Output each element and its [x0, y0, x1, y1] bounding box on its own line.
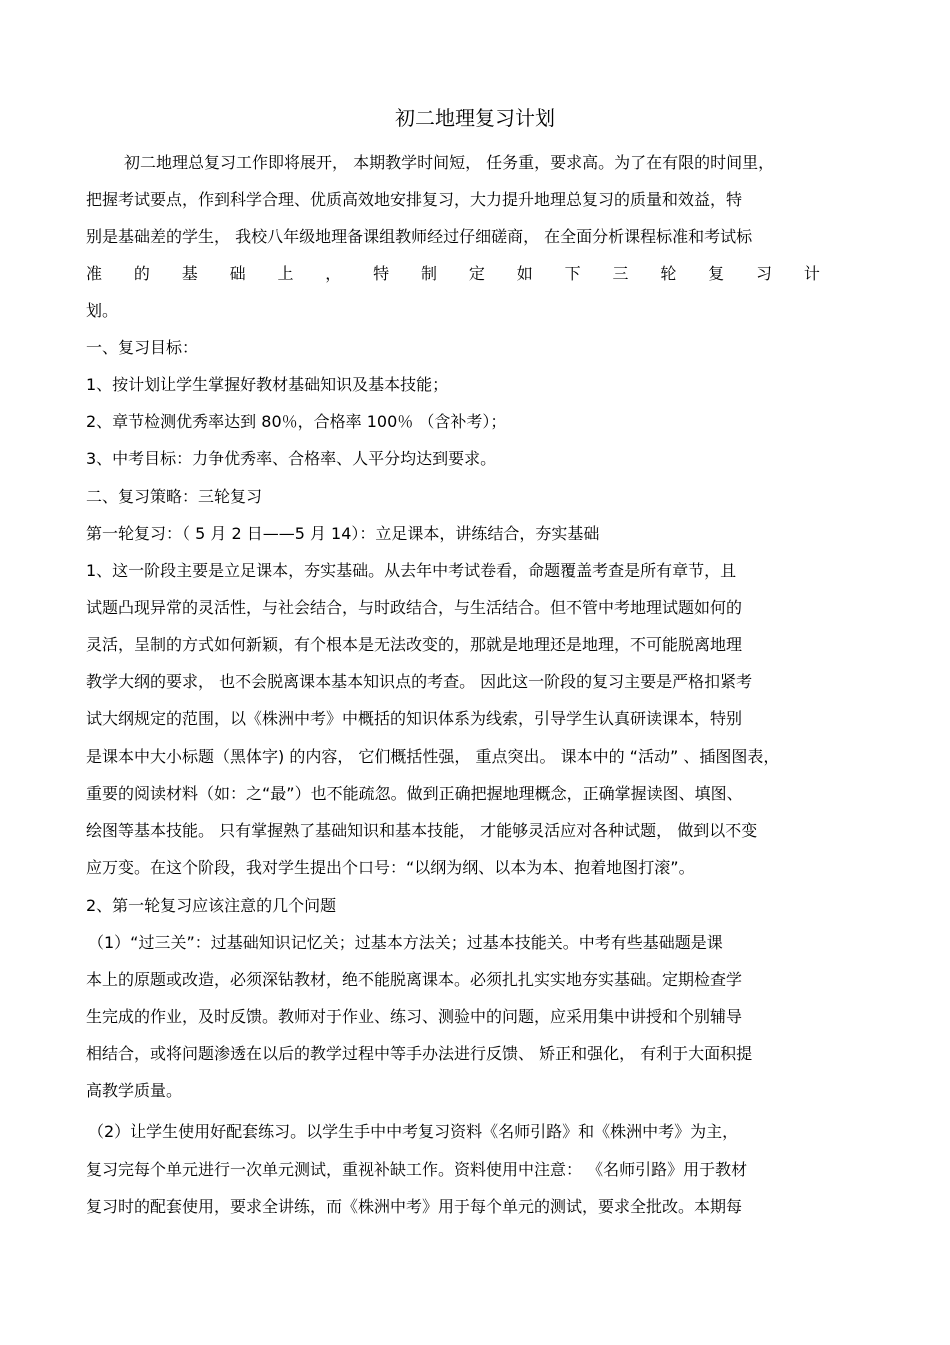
paragraph-line: 初二地理总复习工作即将展开， 本期教学时间短， 任务重，要求高。为了在有限的时间里，	[124, 153, 775, 172]
paragraph-line: 1、按计划让学生掌握好教材基础知识及基本技能；	[86, 375, 449, 394]
paragraph-line: （1）“过三关”：过基础知识记忆关；过基本方法关；过基本技能关。中考有些基础题是课	[88, 933, 723, 952]
spread-char: 基	[181, 264, 198, 283]
spread-char: 制	[421, 264, 438, 283]
paragraph-line: 复习完每个单元进行一次单元测试，重视补缺工作。资料使用中注意： 《名师引路》用于教材	[86, 1160, 748, 1179]
spread-char: 轮	[660, 264, 677, 283]
spread-char: ，	[325, 264, 342, 283]
paragraph-line: 应万变。在这个阶段，我对学生提出个口号：“以纲为纲、以本为本、抱着地图打滚”。	[86, 858, 695, 877]
section-heading: 二、复习策略：三轮复习	[86, 487, 263, 506]
paragraph-line: 灵活，呈制的方式如何新颖，有个根本是无法改变的，那就是地理还是地理，不可能脱离地理	[86, 635, 743, 654]
spread-char: 定	[468, 264, 485, 283]
spread-char: 如	[516, 264, 533, 283]
paragraph-line: 绘图等基本技能。 只有掌握熟了基础知识和基本技能， 才能够灵活应对各种试题， 做到以不变	[86, 821, 758, 840]
paragraph-line: 复习时的配套使用，要求全讲练，而《株洲中考》用于每个单元的测试，要求全批改。本期每	[86, 1197, 743, 1216]
paragraph-line: 别是基础差的学生， 我校八年级地理备课组教师经过仔细磋商， 在全面分析课程标准和考试标	[86, 227, 753, 246]
spread-char: 复	[708, 264, 725, 283]
paragraph-line: 把握考试要点，作到科学合理、优质高效地安排复习，大力提升地理总复习的质量和效益，特	[86, 190, 743, 209]
paragraph-line: 重要的阅读材料（如：之“最”）也不能疏忽。做到正确把握地理概念，正确掌握读图、填图、	[86, 784, 743, 803]
spread-char: 准	[86, 264, 103, 283]
paragraph-line: 2、章节检测优秀率达到 80％，合格率 100％ （含补考）；	[86, 412, 507, 431]
section-heading: 一、复习目标：	[86, 338, 199, 357]
paragraph-line: 教学大纲的要求， 也不会脱离课本基本知识点的考查。 因此这一阶段的复习主要是严格扣紧考	[86, 672, 753, 691]
document-title: 初二地理复习计划	[395, 106, 555, 130]
paragraph-line: 试题凸现异常的灵活性，与社会结合，与时政结合，与生活结合。但不管中考地理试题如何的	[86, 598, 743, 617]
paragraph-line: 划。	[86, 301, 119, 320]
paragraph-line: 高教学质量。	[86, 1081, 183, 1100]
paragraph-line: 生完成的作业，及时反馈。教师对于作业、练习、测验中的问题，应采用集中讲授和个别辅导	[86, 1007, 743, 1026]
paragraph-line: 2、第一轮复习应该注意的几个问题	[86, 896, 337, 915]
spread-char: 习	[756, 264, 773, 283]
paragraph-line: 本上的原题或改造，必须深钻教材，绝不能脱离课本。必须扎扎实实地夯实基础。定期检查学	[86, 970, 743, 989]
spread-char: 础	[229, 264, 246, 283]
spread-char: 下	[564, 264, 581, 283]
spread-char: 三	[612, 264, 629, 283]
paragraph-line: 是课本中大小标题（黑体字) 的内容， 它们概括性强， 重点突出。 课本中的 “活动” 、插图图表，	[86, 747, 780, 766]
paragraph-line: 3、中考目标：力争优秀率、合格率、人平分均达到要求。	[86, 449, 497, 468]
paragraph-line: 试大纲规定的范围，以《株洲中考》中概括的知识体系为线索，引导学生认真研读课本，特别	[86, 709, 743, 728]
paragraph-line: （2）让学生使用好配套练习。以学生手中中考复习资料《名师引路》和《株洲中考》为主，	[88, 1122, 739, 1141]
spread-line	[86, 261, 820, 287]
paragraph-line: 相结合，或将问题渗透在以后的教学过程中等手办法进行反馈、 矫正和强化， 有利于大面积提	[86, 1044, 753, 1063]
paragraph-line: 第一轮复习：（ 5 月 2 日——5 月 14）：立足课本，讲练结合，夯实基础	[86, 524, 600, 543]
paragraph-line: 1、这一阶段主要是立足课本，夯实基础。从去年中考试卷看，命题覆盖考查是所有章节，且	[86, 561, 737, 580]
spread-char: 上	[277, 264, 294, 283]
spread-char: 的	[133, 264, 150, 283]
spread-char: 计	[803, 264, 820, 283]
spread-char: 特	[373, 264, 390, 283]
